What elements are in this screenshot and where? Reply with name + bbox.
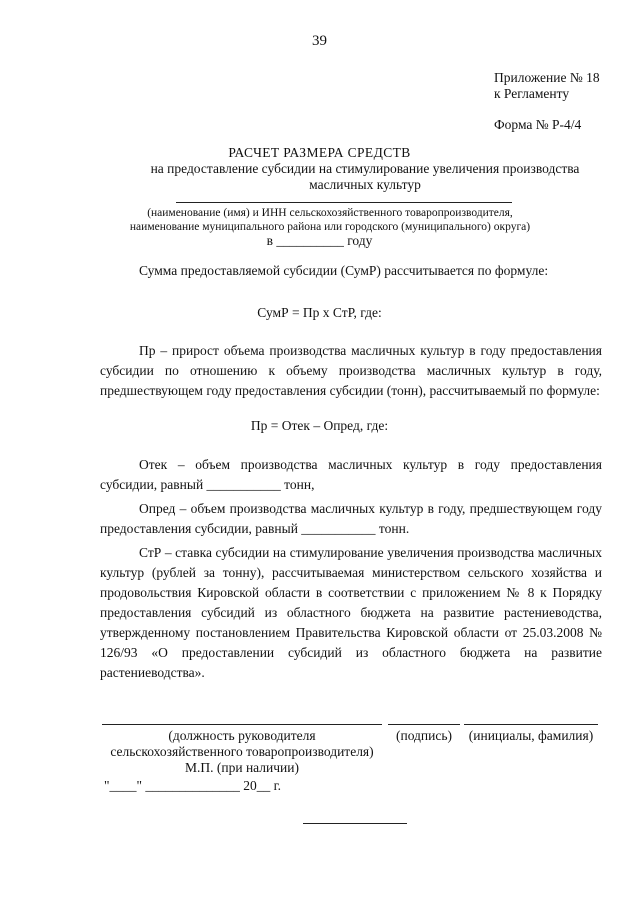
initials-line <box>464 724 598 725</box>
opred-definition: Опред – объем производства масличных культур в году, предшествующем году предоставления субсидии, равный ___________ тонн. <box>100 501 602 536</box>
year-line: в __________ году <box>266 233 373 248</box>
document-title: РАСЧЕТ РАЗМЕРА СРЕДСТВ <box>228 145 411 160</box>
appendix-reference <box>494 70 600 102</box>
stamp-label: М.П. (при наличии) <box>185 760 299 775</box>
closing-line <box>303 823 407 824</box>
signature-line <box>388 724 460 725</box>
signature-label: (подпись) <box>395 728 453 743</box>
position-line <box>102 724 382 725</box>
otek-definition: Отек – объем производства масличных культур в году предоставления субсидии, равный ___________ тонн, <box>100 457 602 492</box>
position-label: (должность руководителя сельскохозяйственного товаропроизводителя) <box>110 728 374 759</box>
intro-text: Сумма предоставляемой субсидии (СумР) рассчитывается по формуле: <box>139 263 549 278</box>
page-number: 39 <box>312 33 327 49</box>
formula-pr: Пр = Отек – Опред, где: <box>250 418 389 433</box>
appendix-line-1: Приложение № 18 <box>494 70 600 85</box>
applicant-note: (наименование (имя) и ИНН сельскохозяйственного товаропроизводителя, наименование муниципального района или городского (муниципального) округа) <box>129 207 531 233</box>
applicant-name-line <box>176 202 512 203</box>
document-subtitle: на предоставление субсидии на стимулирование увеличения производства масличных культур <box>150 161 580 192</box>
initials-label: (инициалы, фамилия) <box>468 728 594 743</box>
formula-main: СумР = Пр х СтР, где: <box>257 305 382 320</box>
form-label: Форма № Р-4/4 <box>494 117 582 132</box>
appendix-line-2: к Регламенту <box>494 86 570 101</box>
str-definition: СтР – ставка субсидии на стимулирование увеличения производства масличных культур (рублей за тонну), рассчитываемая министерством сельского хозяйства и продовольствия Кировской области в соответствии с приложением № 8 к Порядку предоставления субсидий из областного бюджета на развитие растениеводства, утвержденному постановлением Правительства Кировской области от 25.03.2008 № 126/93 «О предоставлении субсидий из областного бюджета на развитие растениеводства». <box>100 545 602 680</box>
pr-definition: Пр – прирост объема производства масличных культур в году предоставления субсидии по отношению к объему производства масличных культур в году, предшествующем году предоставления субсидии (тонн), рассчитываемый по формуле: <box>100 343 602 398</box>
date-line: "____" ______________ 20__ г. <box>104 778 282 793</box>
